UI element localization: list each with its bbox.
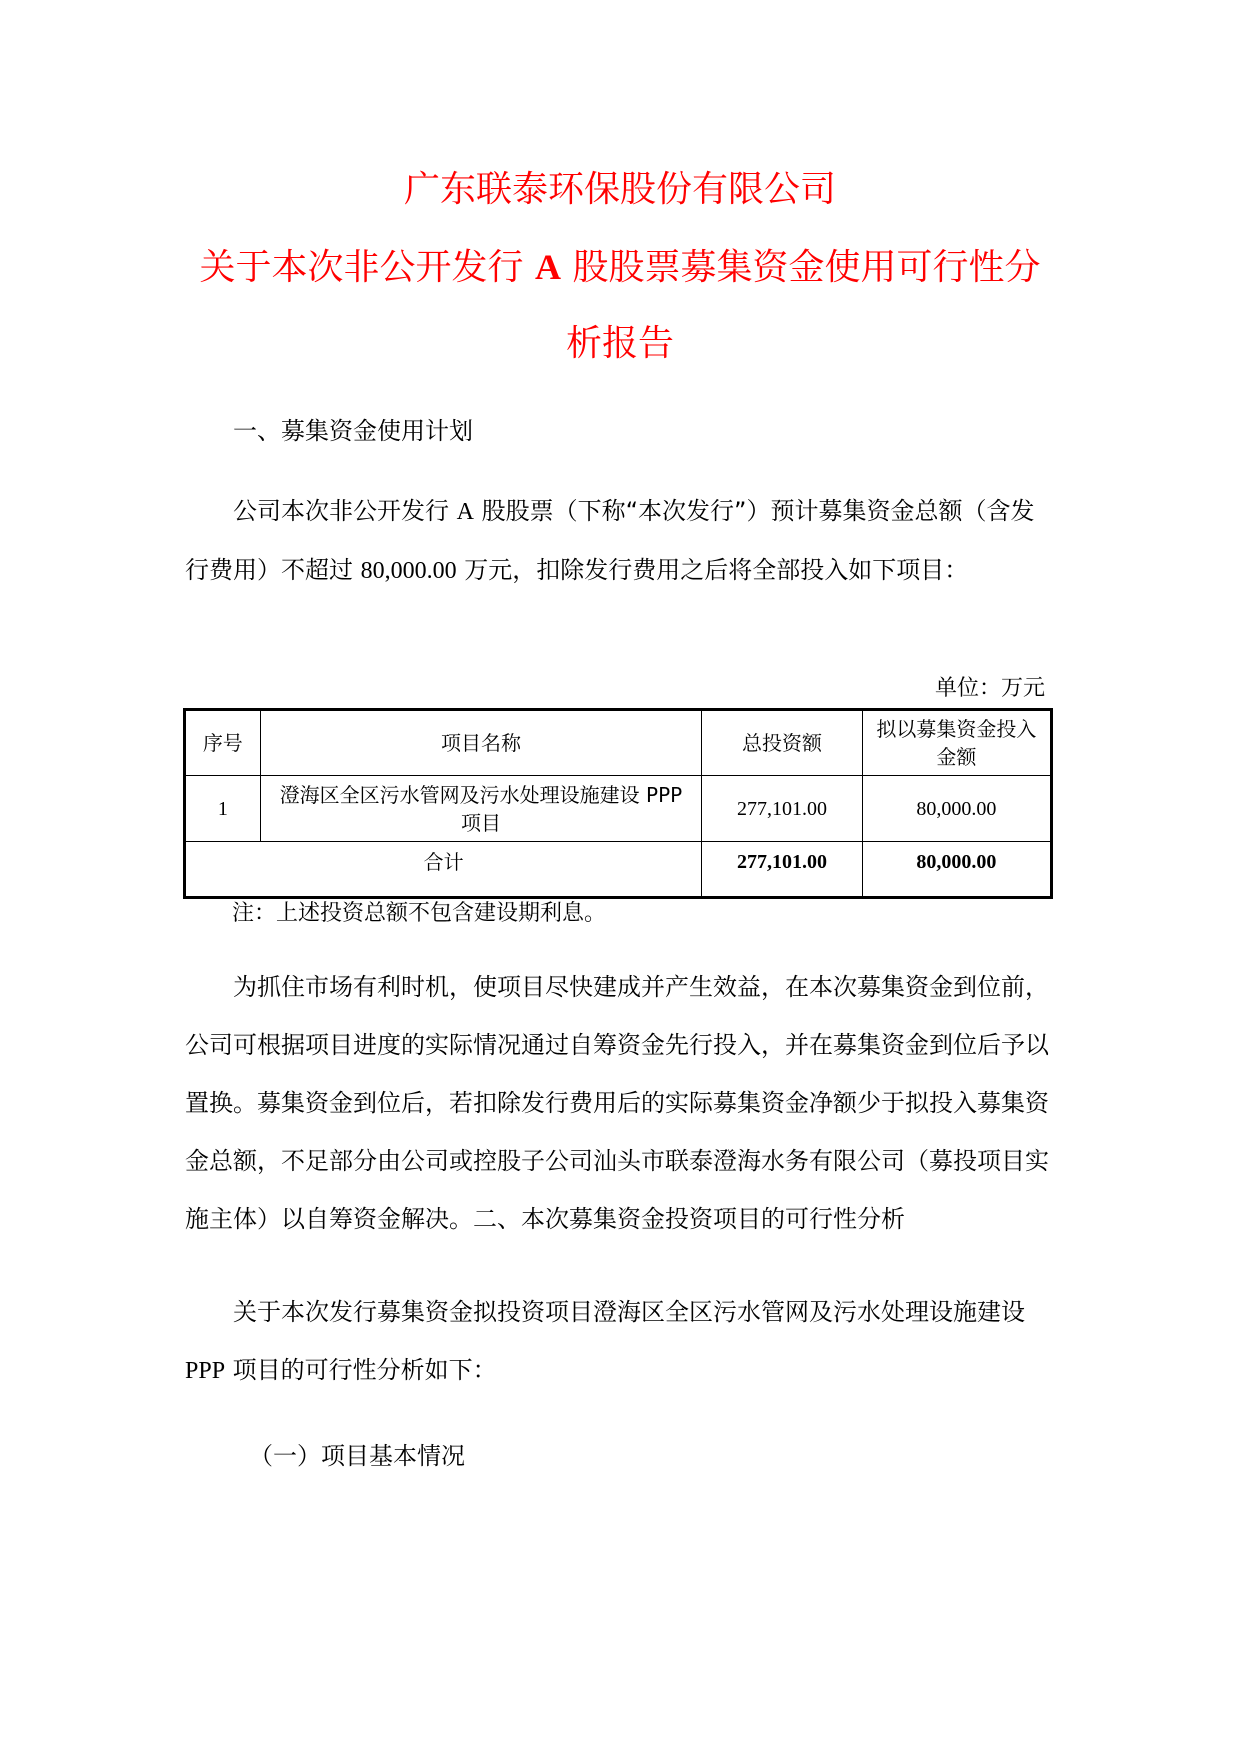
row-total-investment: 277,101.00 [702, 776, 863, 842]
header-project-name: 项目名称 [260, 710, 702, 776]
section1-paragraph: 公司本次非公开发行 A 股股票（下称“本次发行”）预计募集资金总额（含发行费用）不超过 80,000.00 万元，扣除发行费用之后将全部投入如下项目： [185, 497, 1035, 584]
header-raise-amount: 拟以募集资金投入金额 [862, 710, 1051, 776]
header-total-investment: 总投资额 [702, 710, 863, 776]
subsection-heading-basic-info: （一）项目基本情况 [249, 1442, 465, 1470]
unit-label: 单位：万元 [934, 676, 1045, 701]
paragraph-replacement: 为抓住市场有利时机，使项目尽快建成并产生效益，在本次募集资金到位前，公司可根据项目进度的实际情况通过自筹资金先行投入，并在募集资金到位后予以置换。募集资金到位后，若扣除发行费用后的实际募集资金净额少于拟投入募集资金总额，不足部分由公司或控股子公司汕头市联泰澄海水务有限公司（募投项目实施主体）以自筹资金解决。二、本次募集资金投资项目的可行性分析 [185, 973, 1049, 1233]
section-heading-1: 一、募集资金使用计划 [233, 417, 473, 445]
header-seq: 序号 [185, 710, 261, 776]
table-sum-row [185, 842, 1052, 898]
row-seq: 1 [185, 776, 261, 842]
row-raise-amount: 80,000.00 [862, 776, 1051, 842]
sum-label: 合计 [185, 842, 702, 898]
sum-raise-amount: 80,000.00 [862, 842, 1051, 898]
table-row [185, 776, 1052, 842]
paragraph-feasibility-intro: 关于本次发行募集资金拟投资项目澄海区全区污水管网及污水处理设施建设 PPP 项目的可行性分析如下： [185, 1298, 1025, 1384]
report-title-line-3: 析报告 [565, 323, 674, 364]
table-header-row [185, 710, 1052, 776]
company-title: 广东联泰环保股份有限公司 [403, 169, 836, 210]
row-project-name: 澄海区全区污水管网及污水处理设施建设 PPP 项目 [260, 776, 702, 842]
report-title-line-2: 关于本次非公开发行 A 股股票募集资金使用可行性分 [199, 247, 1041, 288]
table-note: 注：上述投资总额不包含建设期利息。 [232, 901, 607, 926]
sum-total-investment: 277,101.00 [702, 842, 863, 898]
project-table [183, 708, 1053, 899]
